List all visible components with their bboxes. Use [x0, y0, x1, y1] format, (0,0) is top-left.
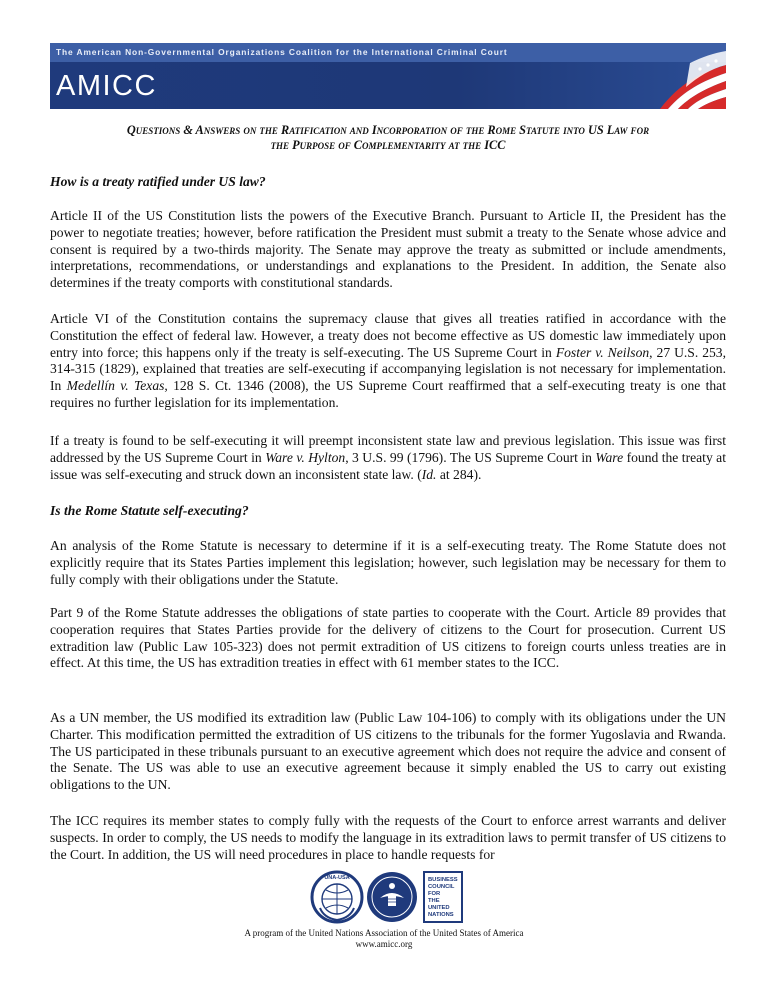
us-flag-icon — [640, 43, 726, 109]
case-name: Ware — [595, 449, 624, 465]
svg-text:BUSINESS COUNCIL F: BUSINESS COUNCIL FOR THE UNITED NATIONS — [428, 877, 458, 918]
footer-website-link[interactable]: www.amicc.org — [355, 939, 413, 949]
title-line-2: the Purpose of Complementarity at the ICC — [270, 138, 506, 152]
us-seal-icon — [367, 872, 417, 922]
paragraph-part-9: Part 9 of the Rome Statute addresses the obligations of state parties to cooperate with the Court. Article 89 provides that cooperation requires that States Parties provide for the delivery of citizens to the Court for prosecution. Current US extradition law (Public Law 105-323) does not permit extradition of US citizens to foreign courts unless treaties are in effect. At this time, the US has extradition treaties in effect with 61 member states to the ICC. — [50, 605, 726, 671]
paragraph-icc-requirements: The ICC requires its member states to comply fully with the requests of the Court to enforce arrest warrants and deliver suspects. In order to comply, the US needs to modify the language in its extradition laws to permit transfer of US citizens to the Court. In addition, the US will need procedures in place to handle requests for — [50, 813, 726, 862]
section-heading-self-executing: Is the Rome Statute self-executing? — [50, 503, 249, 518]
una-usa-logo-icon — [312, 872, 362, 922]
footer-program-text: A program of the United Nations Association of the United States of America — [244, 928, 524, 938]
title-line-1: Questions & Answers on the Ratification and Incorporation of the Rome Statute into US Law for — [126, 123, 650, 137]
case-name: Foster v. Neilson — [555, 344, 650, 360]
header-banner — [50, 43, 726, 109]
text-run: Article VI of the Constitution contains the supremacy clause that gives all treaties ratified in accordance with the Constitution the effect of federal law. However, a treaty does not become effective as US domestic law immediately upon entry into force; this happens only if the treaty is self-executing. The US Supreme Court in — [50, 311, 726, 360]
text-run: found the treaty at issue was self-executing and struck down an inconsistent state law. ( — [50, 449, 726, 482]
section-heading-treaty-ratification: How is a treaty ratified under US law? — [50, 174, 266, 189]
case-name: Ware v. Hylton — [265, 449, 346, 465]
paragraph-article-vi — [50, 311, 726, 412]
banner-coalition-text: The American Non-Governmental Organizations Coalition for the International Criminal Court — [50, 43, 726, 62]
citation: Id. — [421, 466, 437, 482]
text-run: , 128 S. Ct. 1346 (2008), the US Supreme Court reaffirmed that a self-executing treaty is one that requires no further legislation for its implementation. — [50, 378, 726, 410]
paragraph-rome-statute-analysis: An analysis of the Rome Statute is necessary to determine if it is a self-executing treaty. The Rome Statute does not explicitly require that its States Parties implement this legislation; however, such legislation may be necessary for them to fully comply with their obligations under the Statute. — [50, 538, 726, 587]
text-run: , 3 U.S. 99 (1796). The US Supreme Court in — [345, 449, 596, 465]
paragraph-un-member: As a UN member, the US modified its extradition law (Public Law 104-106) to comply with its obligations under the UN Charter. This modification permitted the extradition of US citizens to the tribunals for the former Yugoslavia and Rwanda. The US participated in these tribunals pursuant to an executive agreement which does not require the advice and consent of the Senate. The US was able to use an executive agreement because it simply enabled the US to carry out existing obligations to the UN. — [50, 710, 726, 793]
text-run: If a treaty is found to be self-executing it will preempt inconsistent state law and previous legislation. This issue was first addressed by the US Supreme Court in — [50, 433, 726, 465]
text-run: at 284). — [436, 466, 482, 482]
amicc-logo: AMICC — [56, 70, 157, 102]
text-run: , 27 U.S. 253, 314-315 (1829), explained that treaties are self-executing if accompanying legislation is not necessary for implementation. In — [50, 344, 726, 394]
paragraph-preemption — [50, 433, 726, 483]
svg-text:UNA-USA: UNA-USA — [324, 875, 350, 881]
case-name: Medellín v. Texas — [66, 378, 165, 394]
footer-logos — [310, 868, 470, 926]
paragraph-article-ii: Article II of the US Constitution lists the powers of the Executive Branch. Pursuant to Article II, the President has the power to negotiate treaties; however, before ratification the President must submit a treaty to the Senate whose advice and consent is required by a two-thirds majority. The Senate may approve the treaty as submitted or include amendments, interpretations, recommendations, or understandings and explanations to the President. In addition, the Senate also determines if the treaty comports with constitutional standards. — [50, 208, 726, 291]
document-title — [50, 123, 726, 153]
business-council-logo-icon — [424, 872, 462, 922]
